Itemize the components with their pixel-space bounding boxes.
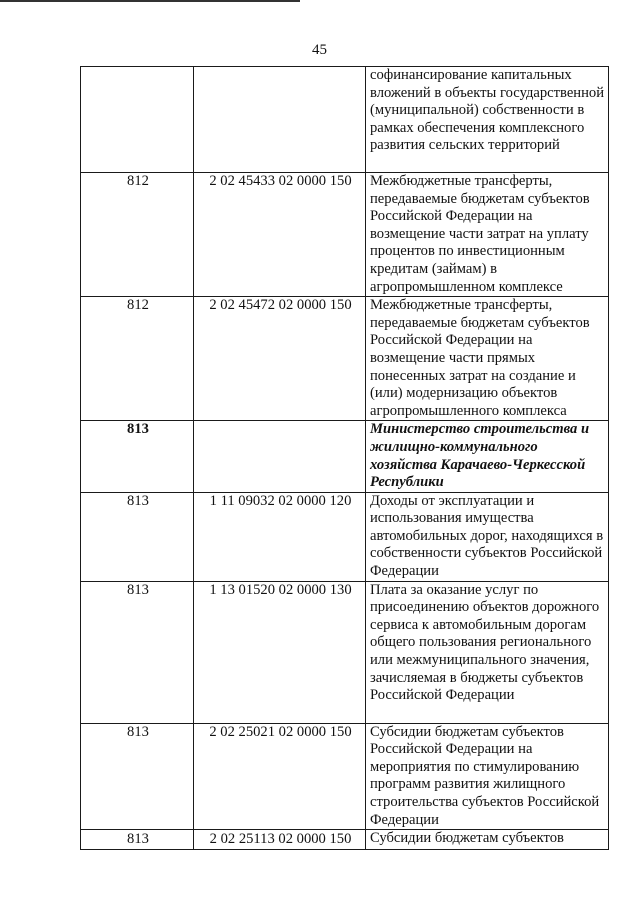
description-cell: Субсидии бюджетам субъектов Российской Федерации на мероприятия по стимулированию программ развития жилищного строительства субъектов Российской Федерации xyxy=(366,723,609,830)
revenue-code-cell xyxy=(194,67,366,173)
description-cell: софинансирование капитальных вложений в объекты государственной (муниципальной) собственности в рамках обеспечения комплексного развития сельских территорий xyxy=(366,67,609,173)
admin-code-cell: 812 xyxy=(81,173,194,297)
table-row xyxy=(81,723,609,830)
admin-code-cell: 812 xyxy=(81,297,194,421)
admin-code-cell: 813 xyxy=(81,581,194,723)
table-row xyxy=(81,297,609,421)
revenue-code-cell: 2 02 45472 02 0000 150 xyxy=(194,297,366,421)
budget-classification-table xyxy=(80,66,609,850)
revenue-code-cell: 1 11 09032 02 0000 120 xyxy=(194,492,366,581)
revenue-code-cell: 2 02 45433 02 0000 150 xyxy=(194,173,366,297)
revenue-code-cell: 1 13 01520 02 0000 130 xyxy=(194,581,366,723)
table-row xyxy=(81,581,609,723)
admin-code-cell: 813 xyxy=(81,492,194,581)
table-row xyxy=(81,492,609,581)
page-number: 45 xyxy=(312,42,327,58)
revenue-code-cell xyxy=(194,421,366,492)
revenue-code-cell: 2 02 25021 02 0000 150 xyxy=(194,723,366,830)
table-row xyxy=(81,830,609,850)
table-row-ministry-header xyxy=(81,421,609,492)
admin-code-cell: 813 xyxy=(81,723,194,830)
table-row xyxy=(81,173,609,297)
admin-code-cell: 813 xyxy=(81,421,194,492)
description-cell: Межбюджетные трансферты, передаваемые бюджетам субъектов Российской Федерации на возмещение части затрат на уплату процентов по инвестиционным кредитам (займам) в агропромышленном комплексе xyxy=(366,173,609,297)
table-row xyxy=(81,67,609,173)
top-rule xyxy=(0,0,300,2)
description-cell: Доходы от эксплуатации и использования имущества автомобильных дорог, находящихся в собственности субъектов Российской Федерации xyxy=(366,492,609,581)
description-cell: Субсидии бюджетам субъектов xyxy=(366,830,609,850)
ministry-name-cell: Министерство строительства и жилищно-коммунального хозяйства Карачаево-Черкесской Республики xyxy=(366,421,609,492)
admin-code-cell: 813 xyxy=(81,830,194,850)
description-cell: Межбюджетные трансферты, передаваемые бюджетам субъектов Российской Федерации на возмещение части прямых понесенных затрат на создание и (или) модернизацию объектов агропромышленного комплекса xyxy=(366,297,609,421)
admin-code-cell xyxy=(81,67,194,173)
revenue-code-cell: 2 02 25113 02 0000 150 xyxy=(194,830,366,850)
description-cell: Плата за оказание услуг по присоединению объектов дорожного сервиса к автомобильным дорогам общего пользования регионального или межмуниципального значения, зачисляемая в бюджеты субъектов Российской Федерации xyxy=(366,581,609,723)
